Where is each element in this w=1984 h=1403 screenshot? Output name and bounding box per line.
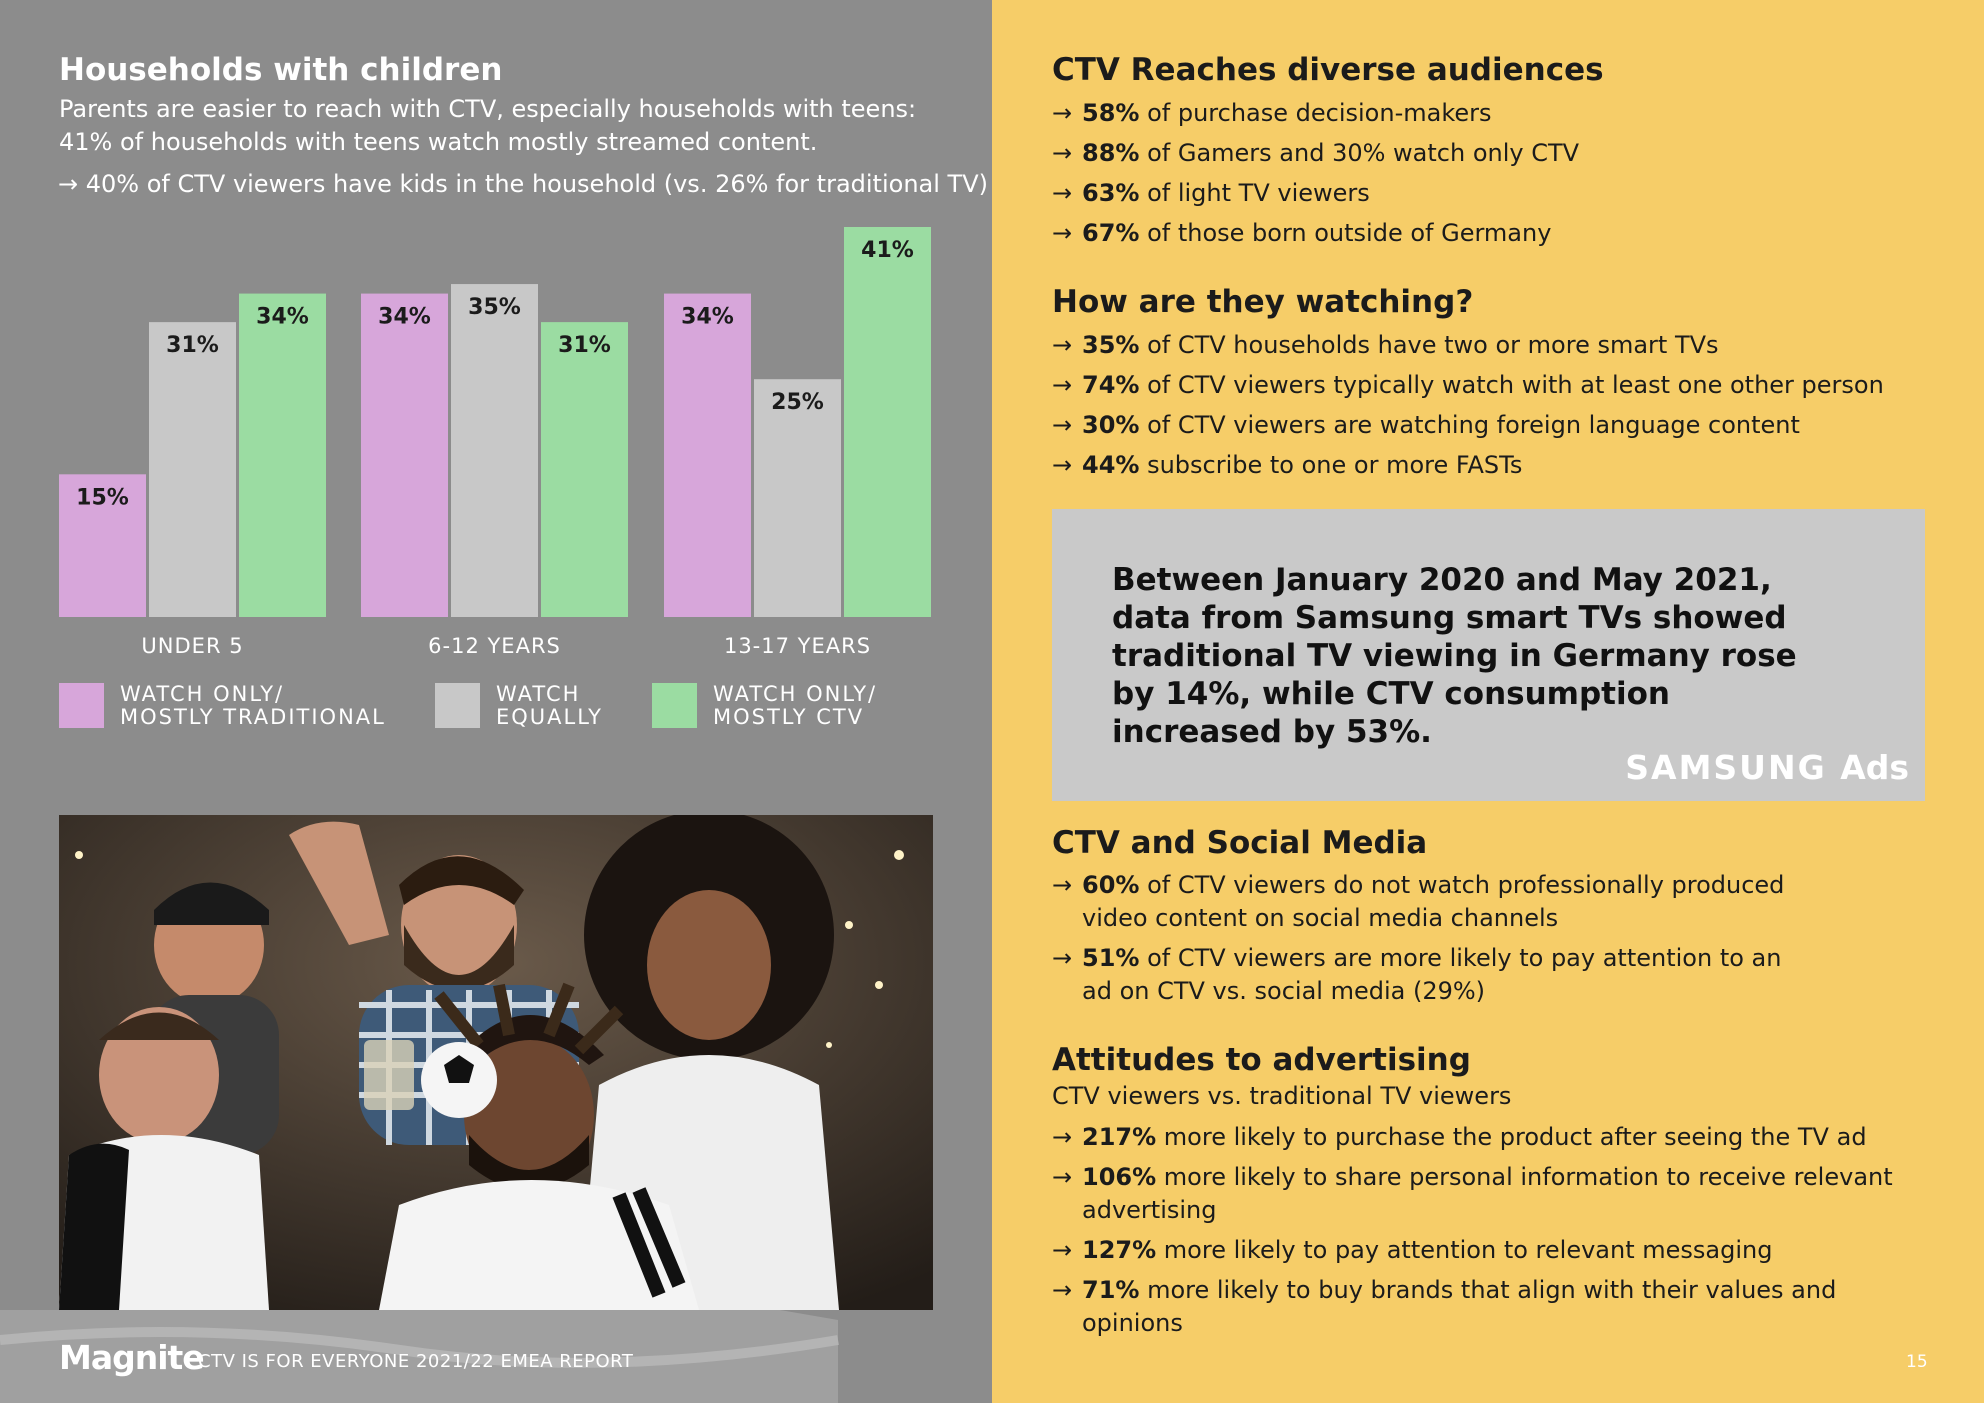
section-title: Households with children xyxy=(59,52,503,88)
stat-text: of light TV viewers xyxy=(1139,179,1370,207)
stat-value: 71% xyxy=(1082,1276,1140,1304)
samsung-wordmark: SAMSUNG xyxy=(1625,748,1827,787)
list-item xyxy=(1052,409,1952,442)
bar-value-label: 34% xyxy=(681,304,734,330)
bar xyxy=(239,294,326,617)
watching-heading: How are they watching? xyxy=(1052,284,1474,320)
stat-value: 58% xyxy=(1082,99,1140,127)
stat-value: 127% xyxy=(1082,1236,1157,1264)
arrow-icon: → xyxy=(1052,871,1073,899)
bar xyxy=(149,322,236,617)
watching-list xyxy=(1052,329,1952,489)
list-item xyxy=(1052,1234,1932,1267)
subtitle-line: Parents are easier to reach with CTV, especially households with teens: xyxy=(59,95,917,123)
arrow-icon: → xyxy=(1052,451,1073,479)
stat-text: of CTV viewers do not watch professionally produced video content on social media channels xyxy=(1082,871,1785,932)
stat-text: of CTV viewers typically watch with at least one other person xyxy=(1139,371,1884,399)
list-item xyxy=(1052,1161,1932,1227)
quote-text: Between January 2020 and May 2021, data from Samsung smart TVs showed traditional TV viewing in Germany rose by 14%, while CTV consumption increased by 53%. xyxy=(1112,562,1797,750)
stat-value: 67% xyxy=(1082,219,1140,247)
bar xyxy=(451,284,538,617)
stat-text: more likely to share personal information to receive relevant advertising xyxy=(1082,1163,1893,1224)
bar-value-label: 34% xyxy=(378,304,431,330)
subtitle-line: 41% of households with teens watch mostly streamed content. xyxy=(59,128,818,156)
stat-text: of purchase decision-makers xyxy=(1139,99,1492,127)
social-heading: CTV and Social Media xyxy=(1052,825,1428,861)
list-item xyxy=(1052,1121,1932,1154)
bar xyxy=(541,322,628,617)
stat-text: more likely to buy brands that align with their values and opinions xyxy=(1082,1276,1837,1337)
stat-value: 51% xyxy=(1082,944,1140,972)
arrow-icon: → xyxy=(1052,944,1073,972)
list-item xyxy=(1052,97,1952,130)
stat-text: subscribe to one or more FASTs xyxy=(1139,451,1523,479)
arrow-icon: → xyxy=(1052,411,1073,439)
households-bar-chart xyxy=(0,210,992,670)
friends-watching-photo xyxy=(59,815,933,1310)
kids-bullet: → 40% of CTV viewers have kids in the household (vs. 26% for traditional TV) xyxy=(58,170,988,198)
bar xyxy=(361,294,448,617)
legend-label: WATCH ONLY/ MOSTLY CTV xyxy=(713,682,878,729)
bar-value-label: 31% xyxy=(558,333,611,359)
arrow-icon: → xyxy=(1052,1236,1073,1264)
reach-heading: CTV Reaches diverse audiences xyxy=(1052,52,1604,88)
bar-value-label: 41% xyxy=(861,238,914,263)
legend-label: WATCH ONLY/ MOSTLY TRADITIONAL xyxy=(120,682,386,729)
arrow-icon: → xyxy=(1052,99,1073,127)
stat-text: of CTV viewers are more likely to pay attention to an ad on CTV vs. social media (29%) xyxy=(1082,944,1782,1005)
bar-value-label: 35% xyxy=(468,295,521,321)
list-item xyxy=(1052,942,1792,1008)
list-item xyxy=(1052,1274,1932,1340)
stat-value: 30% xyxy=(1082,411,1140,439)
photo-illustration xyxy=(59,815,933,1310)
arrow-icon: → xyxy=(1052,1276,1073,1304)
arrow-icon: → xyxy=(1052,219,1073,247)
right-panel xyxy=(992,0,1984,1403)
list-item xyxy=(1052,137,1952,170)
bar xyxy=(844,227,931,617)
stat-text: of CTV viewers are watching foreign language content xyxy=(1139,411,1800,439)
list-item xyxy=(1052,177,1952,210)
stat-value: 60% xyxy=(1082,871,1140,899)
stat-text: more likely to pay attention to relevant messaging xyxy=(1156,1236,1773,1264)
arrow-icon: → xyxy=(1052,371,1073,399)
arrow-icon: → xyxy=(1052,1163,1073,1191)
legend-swatch xyxy=(435,683,480,728)
page-number: 15 xyxy=(1906,1352,1928,1372)
legend-swatch xyxy=(652,683,697,728)
ads-wordmark: Ads xyxy=(1840,748,1909,787)
list-item xyxy=(1052,217,1952,250)
stat-value: 217% xyxy=(1082,1123,1157,1151)
legend-item xyxy=(652,683,992,729)
arrow-icon: → xyxy=(1052,139,1073,167)
attitudes-subtitle: CTV viewers vs. traditional TV viewers xyxy=(1052,1082,1512,1110)
bar xyxy=(664,294,751,617)
bar-value-label: 34% xyxy=(256,304,309,330)
stat-text: of CTV households have two or more smart TVs xyxy=(1139,331,1719,359)
stat-text: more likely to purchase the product after seeing the TV ad xyxy=(1156,1123,1867,1151)
report-title: CTV IS FOR EVERYONE 2021/22 EMEA REPORT xyxy=(198,1351,634,1372)
stat-value: 35% xyxy=(1082,331,1140,359)
category-label: 6-12 YEARS xyxy=(428,634,561,658)
stat-text: of Gamers and 30% watch only CTV xyxy=(1139,139,1580,167)
bar-value-label: 15% xyxy=(76,485,129,511)
legend-item xyxy=(59,683,400,729)
legend-swatch xyxy=(59,683,104,728)
stat-text: of those born outside of Germany xyxy=(1139,219,1552,247)
stat-value: 74% xyxy=(1082,371,1140,399)
list-item xyxy=(1052,329,1952,362)
list-item xyxy=(1052,369,1952,402)
bar-value-label: 25% xyxy=(771,390,824,416)
reach-list xyxy=(1052,97,1952,257)
arrow-icon: → xyxy=(1052,331,1073,359)
attitudes-heading: Attitudes to advertising xyxy=(1052,1042,1471,1078)
samsung-quote-box xyxy=(1052,509,1925,801)
stat-value: 106% xyxy=(1082,1163,1157,1191)
arrow-icon: → xyxy=(1052,179,1073,207)
arrow-icon: → xyxy=(1052,1123,1073,1151)
list-item xyxy=(1052,869,1792,935)
stat-value: 88% xyxy=(1082,139,1140,167)
bar-value-label: 31% xyxy=(166,333,219,359)
attitudes-list xyxy=(1052,1121,1932,1347)
stat-value: 63% xyxy=(1082,179,1140,207)
stat-value: 44% xyxy=(1082,451,1140,479)
samsung-ads-logo xyxy=(1625,748,1909,787)
list-item xyxy=(1052,449,1952,482)
category-label: 13-17 YEARS xyxy=(723,634,872,658)
legend-label: WATCH EQUALLY xyxy=(496,682,603,729)
magnite-logo: Magnite xyxy=(59,1338,204,1377)
category-label: UNDER 5 xyxy=(141,634,244,658)
social-list xyxy=(1052,869,1792,1015)
section-subtitle xyxy=(59,93,939,159)
